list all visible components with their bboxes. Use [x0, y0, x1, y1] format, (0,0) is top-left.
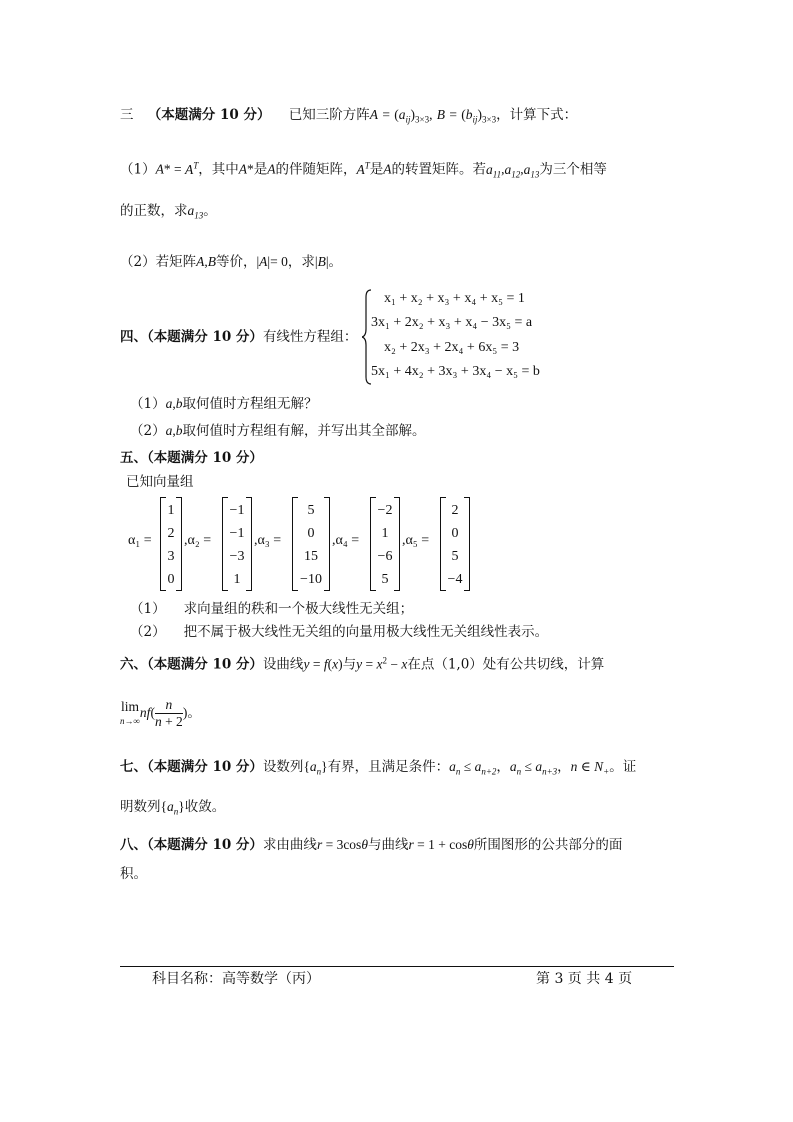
q7-score: 七、（本题满分 10 分） — [120, 759, 263, 775]
q3-part2: （2）若矩阵A,B等价，|A|= 0，求|B|。 — [120, 254, 343, 270]
q3-tail: ，计算下式： — [496, 107, 578, 123]
q7-line1: 七、（本题满分 10 分）设数列$\{a_n\}$有界，且满足条件：$a_n \le a_{n+2}$，$a_n \le a_{n+3}$，n ∈ $N_+$。证 — [120, 759, 637, 777]
q3-header: 三 （本题满分 10 分） 已知三阶方阵$A = (a_{ij})_{3\times 3}$, $B = (b_{ij})_{3\times 3}$，计算下式： — [120, 107, 578, 125]
equation-1: x₁ + x₂ + x₃ + x₄ + x₅ = 1 — [384, 291, 525, 306]
vector-2: −1 −1 −3 1 — [222, 497, 252, 591]
q5-intro: 已知向量组 — [126, 474, 194, 490]
footer-page-number: 第 3 页 共 4 页 — [536, 971, 633, 987]
equation-system — [362, 289, 562, 385]
equation-4: 5x₁ + 4x₂ + 3x₃ + 3x₄ − x₅ = b — [371, 364, 540, 379]
vector-1-label: α₁ = — [128, 533, 152, 548]
q8-line1: 八、（本题满分 10 分）求由曲线r = 3cosθ与曲线r = 1 + cosθ所围图形的公共部分的面 — [120, 837, 623, 853]
q8-score: 八、（本题满分 10 分） — [120, 837, 263, 853]
vector-3: 5 0 15 −10 — [292, 497, 330, 591]
equation-3: x₂ + 2x₃ + 2x₄ + 6x₅ = 3 — [384, 340, 520, 355]
q4-intro: 有线性方程组： — [262, 329, 358, 345]
q3-part1-line2: 的正数，求$a_{13}$。 — [120, 203, 217, 221]
q6-limit: lim n→∞ nf( $\frac{n}{n + 2}$ )。 — [120, 697, 201, 729]
q3-intro: 已知三阶方阵 — [288, 107, 370, 123]
vector-4-label: ,α₄ = — [332, 533, 360, 548]
vector-4: −2 1 −6 5 — [370, 497, 400, 591]
q3-number: 三 — [120, 107, 134, 123]
q7-line2: 明数列$\{a_n\}$收敛。 — [120, 799, 226, 817]
q4-part2: （2）a,b取何值时方程组有解，并写出其全部解。 — [130, 423, 426, 439]
q3-part1-line1: $(1)A* = A^T$，其中A*是A的伴随矩阵，$A^T$是A的转置矩阵。若$a_{11},a_{12},a_{13}$为三个相等 — [120, 160, 607, 180]
equation-2: 3x₁ + 2x₂ + x₃ + x₄ − 3x₅ = a — [371, 315, 533, 330]
footer-subject: 科目名称：高等数学（丙） — [152, 971, 320, 987]
q6-line1: 六、（本题满分 10 分）设曲线y = f(x)与$y = x^2 - x$在点（1,0）处有公共切线，计算 — [120, 655, 605, 673]
q6-score: 六、（本题满分 10 分） — [120, 656, 263, 673]
vector-group — [128, 497, 488, 591]
q3-score: （本题满分 10 分） — [147, 107, 271, 123]
q8-line2: 积。 — [120, 866, 147, 882]
footer-rule — [120, 966, 674, 967]
q4-part1: （1）a,b取何值时方程组无解？ — [130, 396, 318, 412]
vector-2-label: ,α₂ = — [184, 533, 212, 548]
q4-header — [120, 329, 357, 345]
vector-3-label: ,α₃ = — [254, 533, 282, 548]
q4-score: 四、（本题满分 10 分） — [120, 329, 263, 345]
vector-1: 1 2 3 0 — [160, 497, 182, 591]
vector-5: 2 0 5 −4 — [440, 497, 470, 591]
q5-part2: （2） 把不属于极大线性无关组的向量用极大线性无关组线性表示。 — [130, 624, 549, 640]
q5-part1: （1） 求向量组的秩和一个极大线性无关组； — [130, 601, 414, 617]
vector-5-label: ,α₅ = — [402, 533, 430, 548]
q5-header: 五、（本题满分 10 分） — [120, 450, 263, 466]
